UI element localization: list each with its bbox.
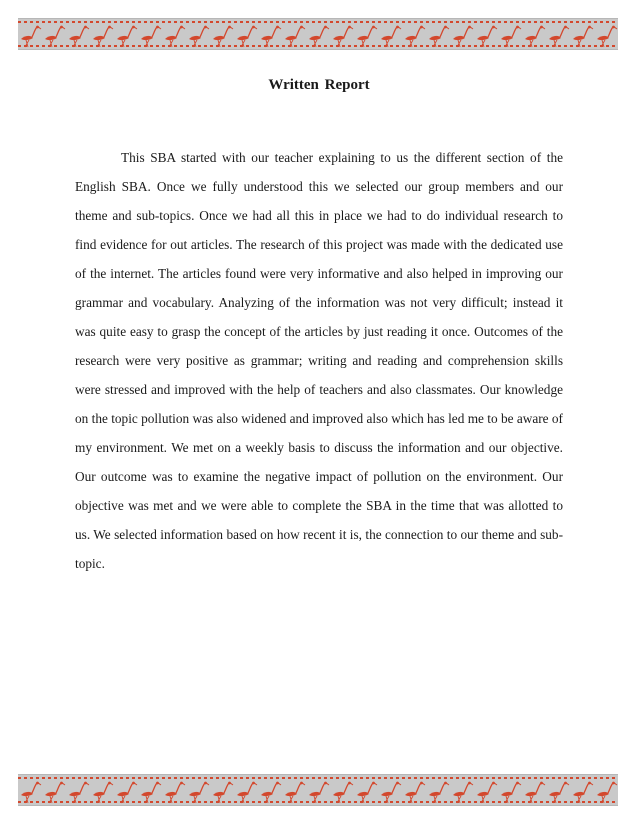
- flamingo-border-pattern: [18, 775, 618, 806]
- top-decorative-border: [18, 18, 618, 50]
- bottom-decorative-border: [18, 774, 618, 806]
- flamingo-border-pattern: [18, 19, 618, 50]
- report-paragraph: This SBA started with our teacher explaining to us the different section of the English SBA. Once we fully understood this we selected our group members and our theme and sub-topics. Once we had all this in place we had to do individual research to find evidence for out articles. The research of this project was made with the dedicated use of the internet. The articles found were very informative and also helped in improving our grammar and vocabulary. Analyzing of the information was not very difficult; instead it was quite easy to grasp the concept of the articles by just reading it once. Outcomes of the research were very positive as grammar; writing and reading and comprehension skills were stressed and improved with the help of teachers and also classmates. Our knowledge on the topic pollution was also widened and improved also which has led me to be aware of my environment. We met on a weekly basis to discuss the information and our objective. Our outcome was to examine the negative impact of pollution on the environment. Our objective was met and we were able to complete the SBA in the time that was allotted to us. We selected information based on how recent it is, the connection to our theme and sub-topic.: [75, 150, 563, 571]
- page-title: Written Report: [268, 77, 370, 93]
